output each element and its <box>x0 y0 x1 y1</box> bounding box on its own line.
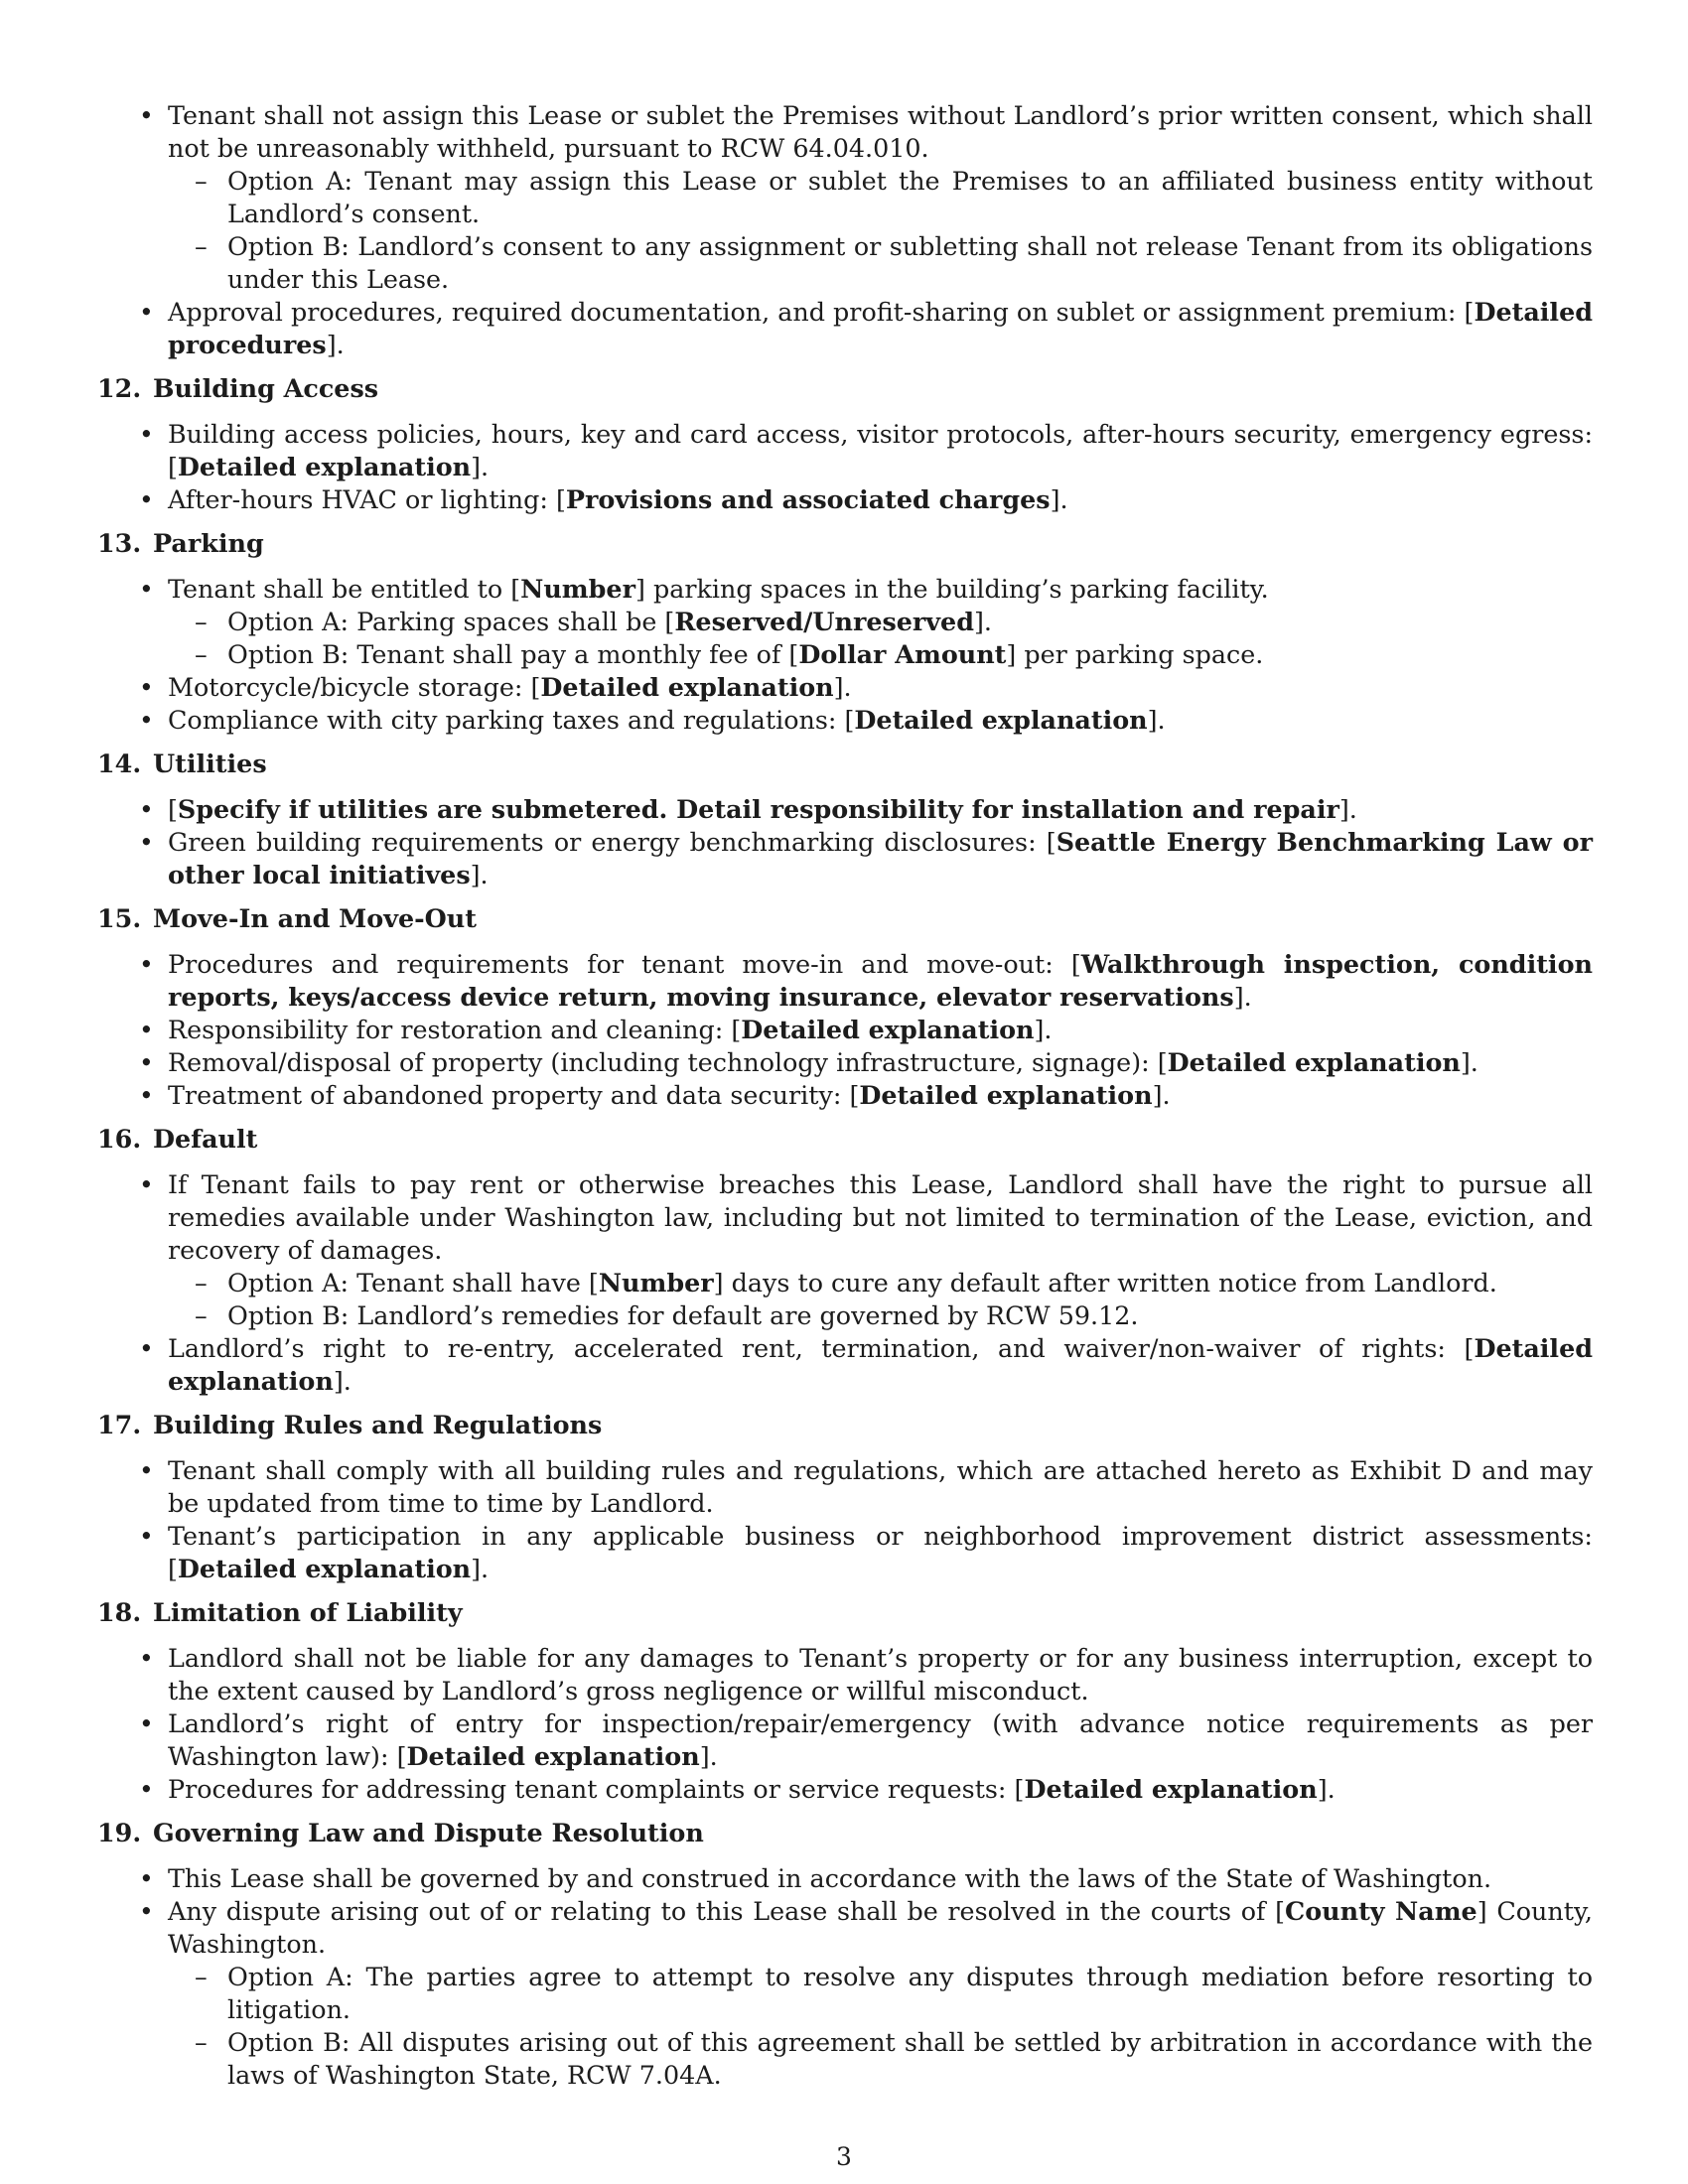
body-text: ] County, Washington. <box>168 1896 1593 1959</box>
dash-icon: – <box>195 231 208 261</box>
placeholder-text: Detailed explanation <box>854 705 1148 735</box>
bullet-text <box>168 484 1068 514</box>
bullet-icon: • <box>139 420 154 449</box>
section-number: 16. <box>97 1124 142 1154</box>
bullet-text <box>168 574 1269 604</box>
dash-icon: – <box>195 2027 208 2057</box>
bullet-text <box>168 1896 1593 1959</box>
placeholder-text: Number <box>598 1268 714 1297</box>
body-text: Option B: All disputes arising out of this agreement shall be settled by arbitration in accordance with the laws of Washington State, RCW 7.04A. <box>227 2027 1593 2090</box>
body-text: Option A: The parties agree to attempt to resolve any disputes through mediation before resorting to litigation. <box>227 1962 1593 2024</box>
bullet-icon: • <box>139 828 154 857</box>
bullet-icon: • <box>139 1016 154 1044</box>
section-bullet-list <box>97 948 1593 1112</box>
body-text: Tenant shall not assign this Lease or sublet the Premises without Landlord’s prior written consent, which shall not be unreasonably withheld, pursuant to RCW 64.04.010. <box>168 100 1593 163</box>
bullet-item <box>97 948 1593 1014</box>
bullet-icon: • <box>139 575 154 604</box>
placeholder-text: County Name <box>1285 1896 1477 1926</box>
section-title: Building Access <box>153 373 379 403</box>
section-heading <box>97 748 1593 780</box>
body-text: Green building requirements or energy benchmarking disclosures: [ <box>168 827 1056 857</box>
body-text: Procedures and requirements for tenant move-in and move-out: [ <box>168 949 1081 979</box>
section-bullet-list <box>97 1454 1593 1585</box>
option-item <box>166 638 1593 671</box>
section-heading <box>97 902 1593 935</box>
body-text: Landlord’s right to re-entry, accelerated rent, termination, and waiver/non-waiver of rights: [ <box>168 1333 1475 1363</box>
section-title: Governing Law and Dispute Resolution <box>153 1818 704 1847</box>
bullet-item <box>97 418 1593 483</box>
bullet-text <box>168 1774 1336 1804</box>
bullet-text <box>168 827 1593 889</box>
option-text <box>227 231 1593 294</box>
placeholder-text: Reserved/Unreserved <box>674 607 974 636</box>
bullet-icon: • <box>139 1334 154 1363</box>
option-text <box>227 607 992 636</box>
body-text: Option A: Tenant shall have [ <box>227 1268 599 1297</box>
dash-icon: – <box>195 166 208 196</box>
bullet-text <box>168 672 852 702</box>
bullet-text <box>168 1333 1593 1396</box>
bullet-icon: • <box>139 1864 154 1893</box>
placeholder-text: Detailed explanation <box>177 452 472 481</box>
option-item <box>166 1299 1593 1332</box>
bullet-icon: • <box>139 673 154 702</box>
bullet-text <box>168 1863 1491 1893</box>
body-text: ]. <box>333 1366 352 1396</box>
bullet-text <box>168 100 1593 163</box>
body-text: Option B: Tenant shall pay a monthly fee of [ <box>227 639 799 669</box>
bullet-icon: • <box>139 1170 154 1199</box>
body-text: ]. <box>973 607 992 636</box>
bullet-item <box>97 296 1593 361</box>
bullet-icon: • <box>139 1709 154 1738</box>
bullet-icon: • <box>139 1456 154 1485</box>
bullet-item <box>97 1520 1593 1585</box>
body-text: Landlord shall not be liable for any damages to Tenant’s property or for any business interruption, except to the extent caused by Landlord’s gross negligence or willful misconduct. <box>168 1643 1593 1706</box>
body-text: ]. <box>1147 705 1166 735</box>
body-text: Option B: Landlord’s consent to any assignment or subletting shall not release Tenant from its obligations under this Lease. <box>227 231 1593 294</box>
bullet-icon: • <box>139 298 154 327</box>
option-list <box>168 1267 1593 1332</box>
bullet-icon: • <box>139 1048 154 1077</box>
section-bullet-list <box>97 418 1593 516</box>
placeholder-text: Detailed explanation <box>168 1333 1593 1396</box>
bullet-icon: • <box>139 485 154 514</box>
bullet-item <box>97 1332 1593 1398</box>
bullet-text <box>168 1643 1593 1706</box>
option-item <box>166 230 1593 296</box>
placeholder-text: Detailed explanation <box>406 1741 700 1771</box>
placeholder-text: Detailed explanation <box>741 1015 1035 1044</box>
option-text <box>227 166 1593 228</box>
body-text: ]. <box>1460 1047 1478 1077</box>
section-heading <box>97 372 1593 405</box>
bullet-item <box>97 1046 1593 1079</box>
bullet-icon: • <box>139 1897 154 1926</box>
body-text: ]. <box>1317 1774 1336 1804</box>
bullet-item <box>97 483 1593 516</box>
bullet-text <box>168 1521 1593 1583</box>
placeholder-text: Provisions and associated charges <box>565 484 1051 514</box>
body-text: Landlord’s right of entry for inspection/repair/emergency (with advance notice requirements as per Washington law): [ <box>168 1708 1593 1771</box>
section-number: 14. <box>97 749 142 778</box>
placeholder-text: Detailed explanation <box>859 1080 1153 1110</box>
body-text: ] parking spaces in the building’s parking facility. <box>634 574 1269 604</box>
bullet-text <box>168 1708 1593 1771</box>
body-text: ]. <box>1338 794 1357 824</box>
bullet-item <box>97 1773 1593 1806</box>
section-number: 13. <box>97 528 142 558</box>
bullet-item <box>97 1168 1593 1332</box>
body-text: Compliance with city parking taxes and regulations: [ <box>168 705 855 735</box>
body-text: ] days to cure any default after written notice from Landlord. <box>713 1268 1497 1297</box>
body-text: [ <box>168 794 178 824</box>
bullet-item <box>97 793 1593 826</box>
bullet-text <box>168 1080 1171 1110</box>
option-text <box>227 1962 1593 2024</box>
body-text: Tenant shall be entitled to [ <box>168 574 521 604</box>
bullet-icon: • <box>139 1644 154 1673</box>
bullet-text <box>168 794 1357 824</box>
section-bullet-list <box>97 1642 1593 1806</box>
option-item <box>166 165 1593 230</box>
dash-icon: – <box>195 1300 208 1330</box>
section <box>97 902 1593 1112</box>
body-text: After-hours HVAC or lighting: [ <box>168 484 566 514</box>
option-text <box>227 2027 1593 2090</box>
body-text: Approval procedures, required documentation, and profit-sharing on sublet or assignment premium: [ <box>168 297 1475 327</box>
placeholder-text: Seattle Energy Benchmarking Law or other local initiatives <box>168 827 1593 889</box>
body-text: ]. <box>699 1741 718 1771</box>
bullet-icon: • <box>139 101 154 130</box>
option-item <box>166 606 1593 638</box>
bullet-item <box>97 1454 1593 1520</box>
dash-icon: – <box>195 639 208 669</box>
section <box>97 527 1593 737</box>
bullet-icon: • <box>139 1081 154 1110</box>
bullet-icon: • <box>139 1775 154 1804</box>
section-heading <box>97 1817 1593 1849</box>
section-bullet-list <box>97 1168 1593 1398</box>
bullet-item <box>97 704 1593 737</box>
body-text: Procedures for addressing tenant complaints or service requests: [ <box>168 1774 1025 1804</box>
bullet-text <box>168 949 1593 1012</box>
section-bullet-list <box>97 1862 1593 2092</box>
dash-icon: – <box>195 1268 208 1297</box>
bullet-item <box>97 1014 1593 1046</box>
section-heading <box>97 1409 1593 1441</box>
dash-icon: – <box>195 607 208 636</box>
section-number: 12. <box>97 373 142 403</box>
continued-bullet-list <box>97 99 1593 361</box>
page-number: 3 <box>836 2142 852 2171</box>
bullet-text <box>168 705 1166 735</box>
option-list <box>168 1961 1593 2092</box>
section-title: Parking <box>153 528 264 558</box>
option-list <box>168 606 1593 671</box>
body-text: Motorcycle/bicycle storage: [ <box>168 672 541 702</box>
bullet-item <box>97 826 1593 891</box>
section <box>97 1123 1593 1398</box>
option-text <box>227 1300 1138 1330</box>
placeholder-text: Detailed explanation <box>1024 1774 1318 1804</box>
bullet-icon: • <box>139 795 154 824</box>
section <box>97 1409 1593 1585</box>
section-heading <box>97 1596 1593 1629</box>
bullet-item <box>97 1079 1593 1112</box>
section-title: Move-In and Move-Out <box>153 903 477 933</box>
bullet-item <box>97 1862 1593 1895</box>
body-text: If Tenant fails to pay rent or otherwise breaches this Lease, Landlord shall have the right to pursue all remedies available under Washington law, including but not limited to termination of the Lease, eviction, and recovery of damages. <box>168 1169 1593 1265</box>
bullet-item <box>97 1895 1593 2092</box>
bullet-text <box>168 1455 1593 1518</box>
option-list <box>168 165 1593 296</box>
sections-container <box>97 372 1593 2092</box>
body-text: Option A: Parking spaces shall be [ <box>227 607 675 636</box>
body-text: ] per parking space. <box>1006 639 1264 669</box>
body-text: Responsibility for restoration and cleaning: [ <box>168 1015 742 1044</box>
body-text: ]. <box>1233 982 1252 1012</box>
document-body <box>97 99 1593 2096</box>
bullet-item <box>97 671 1593 704</box>
body-text: Tenant’s participation in any applicable business or neighborhood improvement district assessments: [ <box>168 1521 1593 1583</box>
section-heading <box>97 527 1593 560</box>
body-text: Tenant shall comply with all building rules and regulations, which are attached hereto as Exhibit D and may be updated from time to time by Landlord. <box>168 1455 1593 1518</box>
section-number: 15. <box>97 903 142 933</box>
placeholder-text: Number <box>520 574 635 604</box>
bullet-text <box>168 1169 1593 1265</box>
section-heading <box>97 1123 1593 1156</box>
body-text: Option B: Landlord’s remedies for default are governed by RCW 59.12. <box>227 1300 1139 1330</box>
body-text: Building access policies, hours, key and card access, visitor protocols, after-hours security, emergency egress: [ <box>168 419 1593 481</box>
placeholder-text: Detailed explanation <box>177 1554 472 1583</box>
section <box>97 372 1593 516</box>
placeholder-text: Detailed procedures <box>168 297 1593 359</box>
section-bullet-list <box>97 793 1593 891</box>
section-title: Utilities <box>153 749 267 778</box>
bullet-item <box>97 1707 1593 1773</box>
bullet-item <box>97 99 1593 296</box>
section <box>97 1817 1593 2092</box>
option-item <box>166 2026 1593 2092</box>
section <box>97 1596 1593 1806</box>
body-text: ]. <box>1152 1080 1171 1110</box>
dash-icon: – <box>195 1962 208 1991</box>
placeholder-text: Walkthrough inspection, condition reports, keys/access device return, moving insurance, elevator reservations <box>168 949 1593 1012</box>
body-text: ]. <box>1034 1015 1053 1044</box>
section-number: 17. <box>97 1410 142 1439</box>
placeholder-text: Detailed explanation <box>540 672 834 702</box>
bullet-text <box>168 419 1593 481</box>
placeholder-text: Specify if utilities are submetered. Detail responsibility for installation and repair <box>177 794 1339 824</box>
option-text <box>227 1268 1497 1297</box>
body-text: ]. <box>326 330 345 359</box>
option-text <box>227 639 1263 669</box>
section-title: Limitation of Liability <box>153 1597 463 1627</box>
body-text: ]. <box>470 860 489 889</box>
placeholder-text: Dollar Amount <box>798 639 1007 669</box>
bullet-item <box>97 1642 1593 1707</box>
body-text: Any dispute arising out of or relating to this Lease shall be resolved in the courts of [ <box>168 1896 1286 1926</box>
body-text: This Lease shall be governed by and construed in accordance with the laws of the State of Washington. <box>168 1863 1492 1893</box>
section <box>97 748 1593 891</box>
section-number: 18. <box>97 1597 142 1627</box>
bullet-icon: • <box>139 706 154 735</box>
bullet-icon: • <box>139 950 154 979</box>
body-text: Treatment of abandoned property and data security: [ <box>168 1080 860 1110</box>
option-item <box>166 1961 1593 2026</box>
body-text: Removal/disposal of property (including technology infrastructure, signage): [ <box>168 1047 1168 1077</box>
body-text: Option A: Tenant may assign this Lease or sublet the Premises to an affiliated business entity without Landlord’s consent. <box>227 166 1593 228</box>
section-title: Building Rules and Regulations <box>153 1410 603 1439</box>
body-text: ]. <box>471 452 490 481</box>
body-text: ]. <box>471 1554 490 1583</box>
section-title: Default <box>153 1124 258 1154</box>
bullet-item <box>97 573 1593 671</box>
section-bullet-list <box>97 573 1593 737</box>
bullet-text <box>168 1015 1052 1044</box>
bullet-icon: • <box>139 1522 154 1551</box>
section-number: 19. <box>97 1818 142 1847</box>
bullet-text <box>168 297 1593 359</box>
bullet-text <box>168 1047 1478 1077</box>
body-text: ]. <box>833 672 852 702</box>
body-text: ]. <box>1050 484 1068 514</box>
option-item <box>166 1267 1593 1299</box>
placeholder-text: Detailed explanation <box>1167 1047 1461 1077</box>
